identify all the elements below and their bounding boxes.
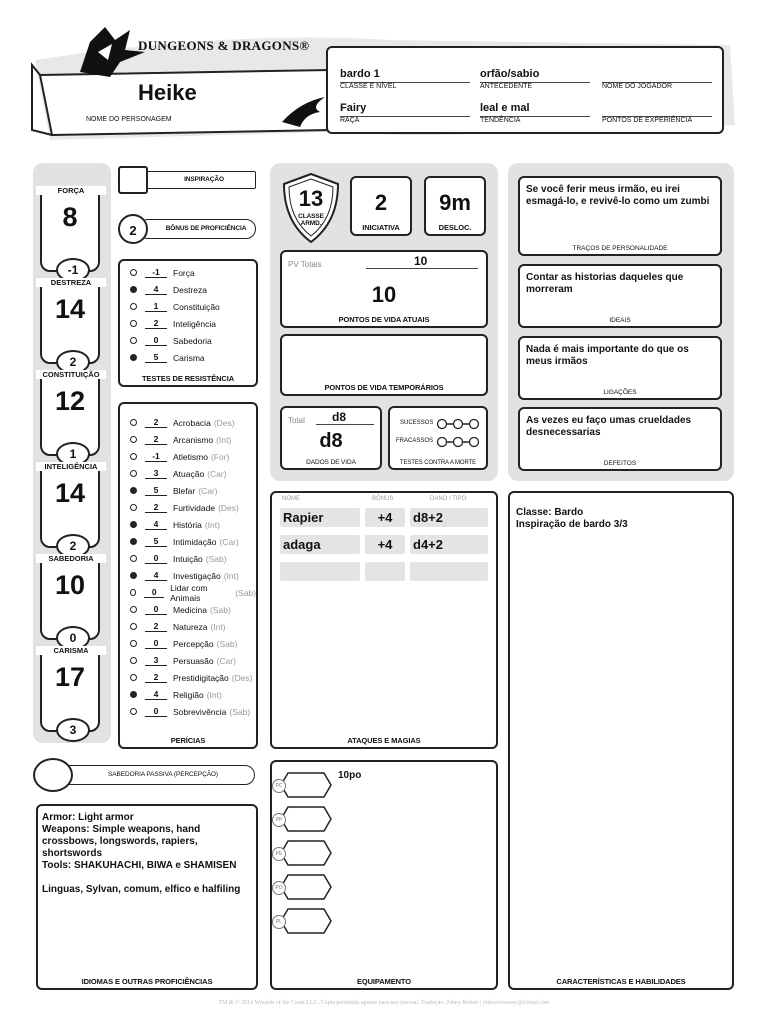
skill-row[interactable]	[130, 636, 237, 651]
ability-name: FORÇA	[36, 186, 106, 195]
speed-box[interactable]	[424, 176, 486, 236]
skill-value[interactable]: 3	[145, 468, 167, 479]
hp-max-value[interactable]: 10	[414, 254, 428, 268]
death-saves-label: TESTES CONTRA A MORTE	[399, 460, 477, 466]
temp-hp-box[interactable]	[280, 334, 488, 396]
attack-name[interactable]: Rapier	[280, 508, 360, 527]
attack-damage-empty[interactable]	[410, 562, 488, 581]
skill-row[interactable]	[130, 483, 218, 498]
coin-hexagon-icon	[280, 874, 332, 900]
background-value[interactable]: orfão/sabio	[480, 68, 540, 80]
proficiency-dot[interactable]	[130, 674, 137, 681]
ability-modifier[interactable]: 2	[56, 534, 90, 558]
coin-copper[interactable]	[275, 772, 332, 798]
save-name: Destreza	[173, 284, 208, 295]
save-name: Carisma	[173, 352, 205, 363]
race-label: RAÇA	[340, 116, 470, 124]
skill-row[interactable]	[130, 415, 235, 430]
armor-class-label: CLASSE ARMD.	[298, 213, 324, 227]
proficiency-dot[interactable]	[130, 623, 137, 630]
success-circles-icon[interactable]	[436, 418, 482, 430]
attack-col-damage: DANO / TIPO	[430, 496, 467, 502]
weapon-proficiency: Weapons: Simple weapons, hand crossbows, longswords, rapiers, shortswords	[42, 824, 201, 859]
proficiency-dot[interactable]	[130, 691, 137, 698]
personality-traits-box[interactable]	[518, 176, 722, 256]
save-name: Sabedoria	[173, 335, 212, 346]
proficiency-dot[interactable]	[130, 419, 137, 426]
skill-ability: (Sab)	[210, 604, 231, 615]
features-panel[interactable]	[508, 491, 734, 990]
speed-value[interactable]: 9m	[439, 190, 471, 215]
hit-dice-total-value[interactable]: d8	[332, 410, 347, 424]
skill-value[interactable]: 2	[145, 672, 167, 683]
initiative-label: INICIATIVA	[362, 223, 400, 232]
proficiency-dot[interactable]	[130, 572, 137, 579]
xp-label: PONTOS DE EXPERIÊNCIA	[602, 116, 712, 124]
ability-score[interactable]: 10	[54, 570, 86, 600]
coin-platinum[interactable]	[275, 908, 332, 934]
skill-value[interactable]: 0	[144, 587, 164, 598]
skill-name: Medicina	[173, 604, 208, 615]
attack-name-empty[interactable]	[280, 562, 360, 581]
skill-ability: (Int)	[204, 519, 220, 530]
inspiration-label: INSPIRAÇÃO	[184, 176, 224, 183]
class-level-value[interactable]: bardo 1	[340, 68, 380, 80]
skill-value[interactable]: 4	[145, 519, 167, 530]
ability-intelligence[interactable]	[40, 462, 100, 553]
hit-dice-total-underline	[316, 424, 374, 425]
flaws-box[interactable]	[518, 407, 722, 471]
skill-ability: (Int)	[210, 621, 226, 632]
skill-ability: (Car)	[219, 536, 239, 547]
logo-text: DUNGEONS & DRAGONS®	[138, 38, 310, 53]
ability-charisma[interactable]	[40, 646, 100, 737]
save-row[interactable]	[130, 350, 205, 365]
save-row[interactable]	[130, 299, 220, 314]
initiative-value[interactable]: 2	[374, 190, 388, 215]
saving-throws-panel	[118, 259, 258, 387]
skill-value[interactable]: 0	[145, 638, 167, 649]
proficiency-dot[interactable]	[130, 640, 137, 647]
skill-ability: (For)	[210, 451, 230, 462]
proficiency-dot[interactable]	[130, 657, 137, 664]
feature-class: Classe: Bardo	[516, 507, 584, 518]
skill-row[interactable]	[130, 704, 250, 719]
save-value[interactable]: 5	[145, 352, 167, 363]
attacks-label: ATAQUES E MAGIAS	[347, 736, 421, 745]
hit-dice-box[interactable]	[280, 406, 382, 470]
hit-dice-value[interactable]: d8	[319, 430, 343, 452]
proficiency-label: BÔNUS DE PROFICIÊNCIA	[165, 225, 247, 232]
save-value[interactable]: -1	[145, 267, 167, 278]
skill-name: Persuasão	[173, 655, 214, 666]
class-level-label: CLASSE E NÍVEL	[340, 82, 470, 90]
proficiency-dot[interactable]	[130, 606, 137, 613]
proficiencies-text	[42, 812, 250, 896]
ability-name: DESTREZA	[36, 278, 106, 287]
background-label: ANTECEDENTE	[480, 82, 590, 90]
ability-score[interactable]: 12	[54, 386, 86, 416]
footer-copyright: TM & © 2014 Wizards of the Coast LLC. Cópia permitida apenas para uso pessoal. Tradução: Johny Bobert | jmborrowerny@icloud.com	[218, 1000, 550, 1006]
ability-modifier[interactable]: 3	[56, 718, 90, 742]
skill-value[interactable]: -1	[145, 451, 167, 462]
save-name: Constituição	[173, 301, 220, 312]
player-name-label: NOME DO JOGADOR	[602, 82, 712, 90]
passive-wisdom-value[interactable]	[33, 758, 73, 792]
hit-dice-total-label: Total	[288, 416, 305, 425]
armor-proficiency: Armor: Light armor	[42, 812, 134, 823]
skill-ability: (Int)	[216, 434, 232, 445]
skill-ability: (Int)	[206, 689, 222, 700]
skill-value[interactable]: 2	[145, 621, 167, 632]
skill-ability: (Sab)	[229, 706, 251, 717]
personality-traits-label: TRAÇOS DE PERSONALIDADE	[572, 245, 668, 252]
hp-current-value[interactable]: 10	[371, 282, 397, 307]
skill-name: Natureza	[173, 621, 208, 632]
attack-name[interactable]: adaga	[280, 535, 360, 554]
attack-damage[interactable]: d4+2	[410, 535, 488, 554]
skill-name: Lidar com Animais	[170, 582, 208, 603]
ability-score[interactable]: 14	[54, 478, 86, 508]
ability-dexterity[interactable]	[40, 278, 100, 369]
successes-label: SUCESSOS	[400, 420, 434, 426]
skill-value[interactable]: 0	[145, 553, 167, 564]
skill-row[interactable]	[130, 619, 226, 634]
skill-ability: (Des)	[213, 417, 235, 428]
ability-name: INTELIGÊNCIA	[36, 462, 106, 471]
save-row[interactable]	[130, 265, 195, 280]
skill-ability: (Car)	[216, 655, 236, 666]
death-saves-box[interactable]	[388, 406, 488, 470]
skill-row[interactable]	[130, 517, 220, 532]
coin-hexagon-icon	[280, 840, 332, 866]
skill-row[interactable]	[130, 670, 253, 685]
skill-value[interactable]: 2	[145, 502, 167, 513]
coin-electrum[interactable]	[275, 840, 332, 866]
ability-modifier[interactable]: -1	[56, 258, 90, 282]
ideals-text[interactable]: Contar as historias daqueles que morreram	[526, 272, 684, 295]
speed-label: DESLOC.	[438, 223, 472, 232]
skill-ability: (Car)	[207, 468, 227, 479]
proficiencies-panel[interactable]	[36, 804, 258, 990]
skill-name: Arcanismo	[173, 434, 214, 445]
equipment-label: EQUIPAMENTO	[356, 977, 412, 986]
proficiency-dot[interactable]	[130, 538, 137, 545]
coin-silver[interactable]	[275, 806, 332, 832]
proficiency-dot[interactable]	[130, 470, 137, 477]
skill-row[interactable]	[130, 466, 227, 481]
save-row[interactable]	[130, 282, 207, 297]
alignment-label: TENDÊNCIA	[480, 116, 590, 124]
failures-label: FRACASSOS	[396, 438, 434, 444]
skill-row[interactable]	[130, 568, 239, 583]
ability-score[interactable]: 8	[62, 202, 78, 232]
features-label: CARACTERÍSTICAS E HABILIDADES	[556, 977, 686, 986]
ability-modifier[interactable]: 1	[56, 442, 90, 466]
attack-damage[interactable]: d8+2	[410, 508, 488, 527]
character-name[interactable]: Heike	[138, 80, 197, 105]
proficiencies-label: IDIOMAS E OUTRAS PROFICIÊNCIAS	[81, 977, 213, 986]
ability-strength[interactable]	[40, 186, 100, 277]
small-dragon-icon	[280, 92, 330, 132]
skill-row[interactable]	[130, 534, 239, 549]
flaws-text[interactable]: As vezes eu faço umas crueldades desnecessarias	[526, 415, 692, 438]
personality-traits-text[interactable]: Se você ferir meus irmão, eu irei esmagá-lo, e revivê-lo como um zumbi	[526, 184, 710, 207]
skill-ability: (Sab)	[205, 553, 227, 564]
skill-ability: (Sab)	[235, 587, 256, 598]
skill-value[interactable]: 4	[145, 570, 167, 581]
proficiency-dot[interactable]	[130, 708, 137, 715]
coin-hexagon-icon	[280, 908, 332, 934]
coin-gold[interactable]	[275, 874, 332, 900]
proficiency-dot[interactable]	[130, 269, 137, 276]
skill-name: Percepção	[173, 638, 214, 649]
attacks-panel[interactable]	[270, 491, 498, 749]
skill-name: História	[173, 519, 202, 530]
race-value[interactable]: Fairy	[340, 102, 367, 114]
proficiency-value[interactable]: 2	[118, 214, 148, 244]
skill-ability: (Car)	[198, 485, 218, 496]
saving-throws-label: TESTES DE RESISTÊNCIA	[141, 374, 235, 383]
save-value[interactable]: 1	[145, 301, 167, 312]
attack-bonus-empty[interactable]	[365, 562, 405, 581]
coin-label: PE	[272, 847, 286, 861]
skill-row[interactable]	[130, 551, 227, 566]
armor-class-value[interactable]: 13	[298, 186, 324, 211]
save-value[interactable]: 4	[145, 284, 167, 295]
skill-name: Blefar	[173, 485, 196, 496]
coin-label: PC	[272, 779, 286, 793]
proficiency-dot[interactable]	[130, 436, 137, 443]
ideals-box[interactable]	[518, 264, 722, 328]
skill-value[interactable]: 4	[145, 689, 167, 700]
skill-value[interactable]: 2	[145, 434, 167, 445]
failure-circles-icon[interactable]	[436, 436, 482, 448]
save-name: Força	[173, 267, 195, 278]
skill-name: Religião	[173, 689, 204, 700]
attack-bonus[interactable]: +4	[365, 508, 405, 527]
skill-value[interactable]: 5	[145, 485, 167, 496]
skill-name: Atletismo	[173, 451, 208, 462]
skill-name: Investigação	[173, 570, 221, 581]
skill-name: Intuição	[173, 553, 203, 564]
proficiency-dot[interactable]	[130, 320, 137, 327]
proficiency-dot[interactable]	[130, 504, 137, 511]
skill-row[interactable]	[130, 602, 231, 617]
attack-bonus[interactable]: +4	[365, 535, 405, 554]
proficiency-dot[interactable]	[130, 487, 137, 494]
skill-value[interactable]: 5	[145, 536, 167, 547]
ability-name: SABEDORIA	[36, 554, 106, 563]
save-value[interactable]: 2	[145, 318, 167, 329]
skill-row[interactable]	[130, 582, 256, 603]
character-name-label: NOME DO PERSONAGEM	[86, 116, 172, 123]
save-row[interactable]	[130, 316, 216, 331]
bonds-box[interactable]	[518, 336, 722, 400]
passive-wisdom-label: SABEDORIA PASSIVA (PERCEPÇÃO)	[108, 771, 218, 778]
skill-value[interactable]: 0	[145, 706, 167, 717]
skill-ability: (Des)	[218, 502, 239, 513]
ideals-label: IDEAIS	[609, 317, 631, 324]
ability-name: CONSTITUIÇÃO	[36, 370, 106, 379]
ability-wisdom[interactable]	[40, 554, 100, 645]
proficiency-dot[interactable]	[130, 286, 137, 293]
skill-name: Intimidação	[173, 536, 217, 547]
features-text	[516, 507, 628, 531]
save-row[interactable]	[130, 333, 212, 348]
coin-hexagon-icon	[280, 772, 332, 798]
inspiration-box[interactable]	[118, 166, 258, 194]
skill-name: Furtividade	[173, 502, 216, 513]
proficiency-dot[interactable]	[130, 589, 136, 596]
proficiency-dot[interactable]	[130, 303, 137, 310]
ability-modifier[interactable]: 2	[56, 350, 90, 374]
coin-label: PO	[272, 881, 286, 895]
attack-col-name: NOME	[282, 496, 300, 502]
skill-value[interactable]: 0	[145, 604, 167, 615]
coin-hexagon-icon	[280, 806, 332, 832]
proficiency-bonus-box[interactable]	[118, 214, 258, 244]
passive-wisdom-box[interactable]	[33, 758, 258, 792]
skill-row[interactable]	[130, 500, 239, 515]
save-value[interactable]: 0	[145, 335, 167, 346]
skill-name: Prestidigitação	[173, 672, 229, 683]
initiative-box[interactable]	[350, 176, 412, 236]
proficiency-dot[interactable]	[130, 555, 137, 562]
proficiency-dot[interactable]	[130, 354, 137, 361]
bonds-label: LIGAÇÕES	[603, 389, 637, 396]
skill-name: Atuação	[173, 468, 205, 479]
skills-panel	[118, 402, 258, 749]
skill-ability: (Sab)	[216, 638, 238, 649]
ability-score[interactable]: 14	[54, 294, 86, 324]
skill-name: Acrobacia	[173, 417, 211, 428]
save-name: Inteligência	[173, 318, 217, 329]
ability-modifier[interactable]: 0	[56, 626, 90, 650]
ability-name: CARISMA	[36, 646, 106, 655]
languages: Linguas, Sylvan, comum, elfico e halfiling	[42, 884, 241, 895]
skill-row[interactable]	[130, 687, 222, 702]
hit-dice-label: DADOS DE VIDA	[306, 459, 356, 466]
skill-ability: (Int)	[223, 570, 239, 581]
skills-label: PERÍCIAS	[170, 736, 206, 745]
equipment-text[interactable]: 10po	[338, 770, 362, 781]
bonds-text[interactable]: Nada é mais importante do que os meus irmãos	[526, 344, 689, 367]
feature-bardic-inspiration: Inspiração de bardo 3/3	[516, 519, 628, 530]
skill-row[interactable]	[130, 653, 236, 668]
inspiration-value-box[interactable]	[118, 166, 148, 194]
skill-value[interactable]: 3	[145, 655, 167, 666]
coin-label: PP	[272, 813, 286, 827]
hp-max-label: PV Totais	[288, 260, 322, 269]
current-hp-box[interactable]	[280, 250, 488, 328]
hp-max-underline	[366, 268, 478, 269]
skill-value[interactable]: 2	[145, 417, 167, 428]
hp-temp-label: PONTOS DE VIDA TEMPORÁRIOS	[324, 383, 444, 392]
skill-name: Sobrevivência	[173, 706, 227, 717]
ability-score[interactable]: 17	[54, 662, 86, 692]
proficiency-dot[interactable]	[130, 337, 137, 344]
skill-row[interactable]	[130, 449, 229, 464]
coin-label: PL	[272, 915, 286, 929]
tool-proficiency: Tools: SHAKUHACHI, BIWA e SHAMISEN	[42, 860, 237, 871]
proficiency-dot[interactable]	[130, 453, 137, 460]
flaws-label: DEFEITOS	[603, 460, 637, 467]
proficiency-dot[interactable]	[130, 521, 137, 528]
skill-ability: (Des)	[231, 672, 253, 683]
attack-col-bonus: BÔNUS	[372, 496, 394, 502]
skill-row[interactable]	[130, 432, 231, 447]
ability-constitution[interactable]	[40, 370, 100, 461]
alignment-value[interactable]: leal e mal	[480, 102, 530, 114]
hp-current-label: PONTOS DE VIDA ATUAIS	[338, 315, 430, 324]
